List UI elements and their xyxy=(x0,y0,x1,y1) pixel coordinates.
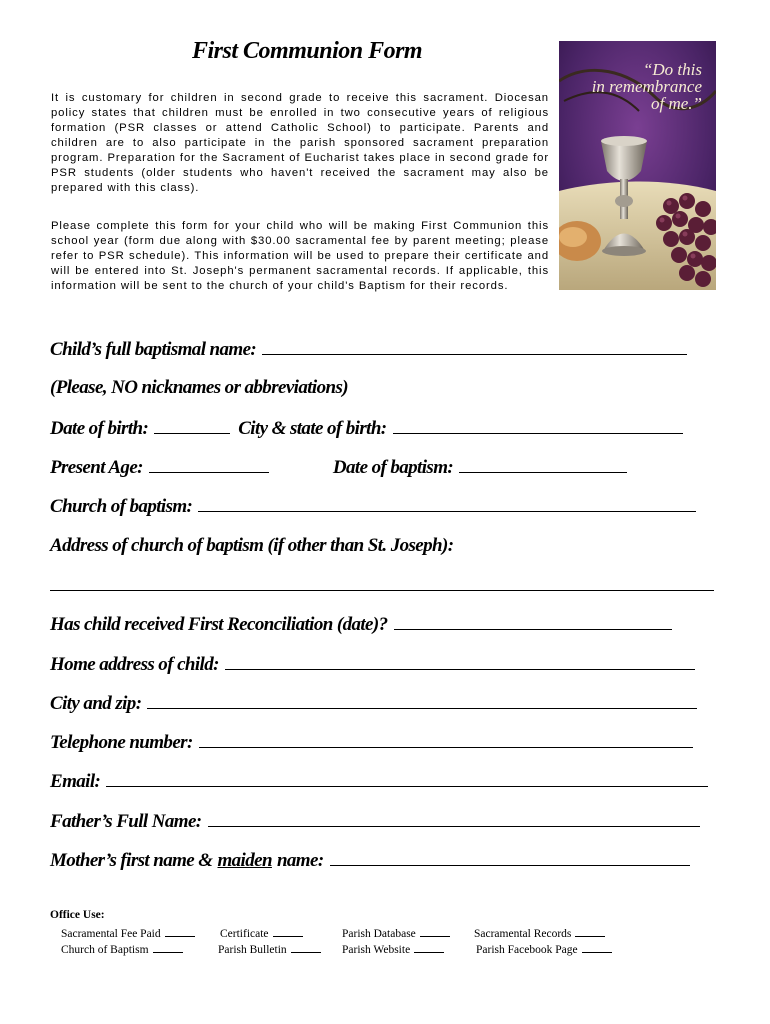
office-parish-website-field[interactable] xyxy=(414,942,444,953)
address-church-label: Address of church of baptism (if other than St. Joseph): xyxy=(50,535,454,556)
office-church-of-baptism-label: Church of Baptism xyxy=(61,944,149,956)
dob-label: Date of birth: xyxy=(50,418,149,439)
city-zip-field[interactable] xyxy=(147,692,697,709)
birth-row xyxy=(50,417,683,440)
father-label: Father’s Full Name: xyxy=(50,811,202,832)
city-state-field[interactable] xyxy=(393,417,683,434)
office-church-of-baptism-field[interactable] xyxy=(153,942,183,953)
office-parish-website-label: Parish Website xyxy=(342,944,411,956)
mother-field[interactable] xyxy=(330,849,690,866)
email-field[interactable] xyxy=(106,770,708,787)
intro-paragraph-1: It is customary for children in second grade to receive this sacrament. Diocesan policy states that children must be enrolled in two consecutive years of religious formation (PSR classes or attend Catholic School) to participate. Parents and children are to also participate in the parish sponsored sacrament preparation program. Preparation for the Sacrament of Eucharist takes place in second grade for PSR students (older students who haven't received the sacrament may also be prepared with this class). xyxy=(51,92,549,194)
city-zip-label: City and zip: xyxy=(50,693,142,714)
office-parish-facebook-field[interactable] xyxy=(582,942,612,953)
mother-label-maiden: maiden xyxy=(217,850,272,871)
church-baptism-label: Church of baptism: xyxy=(50,496,193,517)
mother-row xyxy=(50,849,690,872)
office-use-title: Office Use: xyxy=(50,909,105,921)
office-sacramental-records-label: Sacramental Records xyxy=(474,928,572,940)
form-title: First Communion Form xyxy=(192,38,423,64)
home-address-label: Home address of child: xyxy=(50,654,219,675)
intro-paragraph-2: Please complete this form for your child who will be making First Communion this school year (form due along with $30.00 sacramental fee by parent meeting; please refer to PSR schedule). This information will be used to prepare their certificate and will be entered into St. Joseph's permanent sacramental records. If applicable, this information will be sent to the church of your child's Baptism for their records. xyxy=(51,220,549,292)
mother-label-post: name: xyxy=(276,850,324,871)
office-use-section xyxy=(50,909,105,921)
church-baptism-field[interactable] xyxy=(198,495,696,512)
office-certificate-field[interactable] xyxy=(273,926,303,937)
present-age-field[interactable] xyxy=(149,456,269,473)
date-baptism-label: Date of baptism: xyxy=(332,457,454,478)
office-parish-database-field[interactable] xyxy=(420,926,450,937)
church-baptism-row xyxy=(50,495,696,518)
home-address-row xyxy=(50,653,695,676)
child-name-row xyxy=(50,338,687,361)
city-state-label: City & state of birth: xyxy=(238,418,387,439)
office-certificate-label: Certificate xyxy=(220,928,269,940)
office-parish-facebook-label: Parish Facebook Page xyxy=(476,944,578,956)
quote-line-3: of me.” xyxy=(651,94,702,113)
quote-line-1: “Do this xyxy=(642,60,702,79)
telephone-row xyxy=(50,731,693,754)
office-fee-paid-label: Sacramental Fee Paid xyxy=(61,928,161,940)
no-nicknames-note xyxy=(50,377,348,399)
office-church-of-baptism xyxy=(61,942,183,956)
office-fee-paid xyxy=(61,926,195,940)
address-church-line-row xyxy=(50,574,714,591)
office-parish-facebook xyxy=(476,942,612,956)
dob-field[interactable] xyxy=(154,417,230,434)
office-parish-database xyxy=(342,926,450,940)
email-row xyxy=(50,770,708,793)
communion-image xyxy=(559,41,716,290)
office-sacramental-records-field[interactable] xyxy=(575,926,605,937)
email-label: Email: xyxy=(50,771,101,792)
office-parish-database-label: Parish Database xyxy=(342,928,416,940)
office-parish-bulletin xyxy=(218,942,321,956)
home-address-field[interactable] xyxy=(225,653,695,670)
father-row xyxy=(50,810,700,833)
office-sacramental-records xyxy=(474,926,605,940)
age-baptism-row xyxy=(50,456,627,479)
first-reconciliation-row xyxy=(50,613,672,636)
no-nicknames-label: (Please, NO nicknames or abbreviations) xyxy=(50,377,348,398)
address-church-row xyxy=(50,535,453,557)
city-zip-row xyxy=(50,692,697,715)
office-parish-bulletin-label: Parish Bulletin xyxy=(218,944,287,956)
present-age-label: Present Age: xyxy=(50,457,143,478)
telephone-label: Telephone number: xyxy=(50,732,193,753)
child-name-field[interactable] xyxy=(262,338,687,355)
office-certificate xyxy=(220,926,303,940)
address-church-field[interactable] xyxy=(50,574,714,591)
first-reconciliation-field[interactable] xyxy=(394,613,672,630)
first-reconciliation-label: Has child received First Reconciliation (date)? xyxy=(50,614,388,635)
mother-label-pre: Mother’s first name & xyxy=(50,850,213,871)
father-field[interactable] xyxy=(208,810,700,827)
telephone-field[interactable] xyxy=(199,731,693,748)
quote-line-2: in remembrance xyxy=(591,77,702,96)
office-parish-website xyxy=(342,942,444,956)
child-name-label: Child’s full baptismal name: xyxy=(50,339,257,360)
quote-text xyxy=(559,61,716,112)
office-parish-bulletin-field[interactable] xyxy=(291,942,321,953)
date-baptism-field[interactable] xyxy=(459,456,627,473)
office-fee-paid-field[interactable] xyxy=(165,926,195,937)
